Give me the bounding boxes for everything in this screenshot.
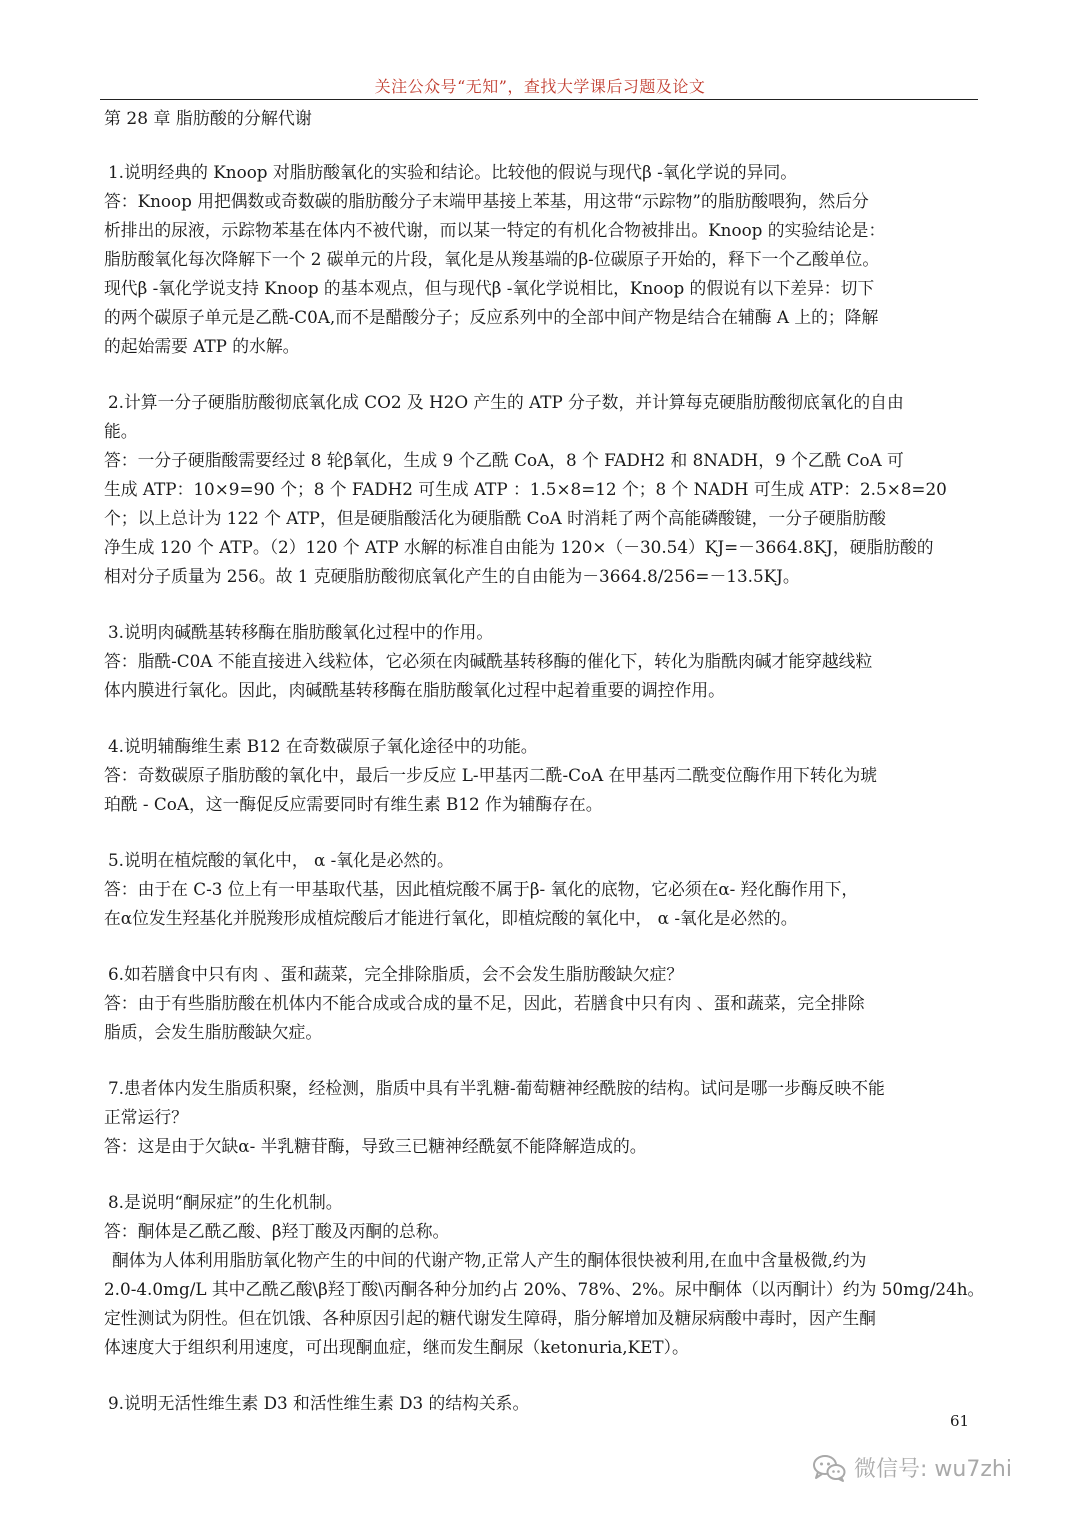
text-line: 答：由于在 C-3 位上有一甲基取代基，因此植烷酸不属于β- 氧化的底物，它必须在α- 羟化酶作用下，: [104, 879, 859, 899]
header-divider: [100, 99, 978, 100]
text-line: 1.说明经典的 Knoop 对脂肪酸氧化的实验和结论。比较他的假说与现代β -氧化学说的异同。: [108, 162, 798, 182]
text-line: 3.说明肉碱酰基转移酶在脂肪酸氧化过程中的作用。: [108, 622, 494, 642]
text-line: 脂质，会发生脂肪酸缺欠症。: [104, 1022, 323, 1042]
text-line: 答：一分子硬脂酸需要经过 8 轮β氧化，生成 9 个乙酰 CoA，8 个 FADH2 和 8NADH，9 个乙酰 CoA 可: [104, 450, 904, 470]
document-body: [104, 158, 985, 1445]
text-line: 6.如若膳食中只有肉 、蛋和蔬菜，完全排除脂质，会不会发生脂肪酸缺欠症？: [108, 964, 684, 984]
text-line: 酮体为人体利用脂肪氧化物产生的中间的代谢产物,正常人产生的酮体很快被利用,在血中含量极微,约为: [112, 1250, 867, 1270]
text-line: 珀酰 - CoA，这一酶促反应需要同时有维生素 B12 作为辅酶存在。: [104, 794, 603, 814]
question-block-3: [104, 618, 980, 705]
text-line: 能。: [104, 421, 138, 441]
text-line: 相对分子质量为 256。故 1 克硬脂肪酸彻底氧化产生的自由能为－3664.8/256=－13.5KJ。: [104, 566, 800, 586]
text-line: 答：这是由于欠缺α- 半乳糖苷酶，导致三已糖神经酰氨不能降解造成的。: [104, 1136, 647, 1156]
text-line: 2.计算一分子硬脂肪酸彻底氧化成 CO2 及 H2O 产生的 ATP 分子数，并计算每克硬脂肪酸彻底氧化的自由: [108, 392, 904, 412]
text-line: 生成 ATP：10×9=90 个；8 个 FADH2 可生成 ATP ：1.5×8=12 个；8 个 NADH 可生成 ATP：2.5×8=20: [104, 479, 947, 499]
question-block-6: [104, 960, 980, 1047]
text-line: 个；以上总计为 122 个 ATP，但是硬脂酸活化为硬脂酰 CoA 时消耗了两个高能磷酸键，一分子硬脂肪酸: [104, 508, 886, 528]
text-line: 正常运行？: [104, 1107, 188, 1127]
text-line: 脂肪酸氧化每次降解下一个 2 碳单元的片段，氧化是从羧基端的β-位碳原子开始的，释下一个乙酸单位。: [104, 249, 880, 269]
question-block-2: [104, 388, 980, 591]
text-line: 9.说明无活性维生素 D3 和活性维生素 D3 的结构关系。: [108, 1393, 530, 1413]
page-number: 61: [950, 1412, 970, 1430]
text-line: 答：奇数碳原子脂肪酸的氧化中，最后一步反应 L-甲基丙二酰-CoA 在甲基丙二酰变位酶作用下转化为琥: [104, 765, 878, 785]
text-line: 在α位发生羟基化并脱羧形成植烷酸后才能进行氧化，即植烷酸的氧化中， α -氧化是必然的。: [104, 908, 798, 928]
text-line: 定性测试为阴性。但在饥饿、各种原因引起的糖代谢发生障碍，脂分解增加及糖尿病酸中毒时，因产生酮: [104, 1308, 876, 1328]
question-block-1: [104, 158, 980, 361]
text-line: 答：脂酰-C0A 不能直接进入线粒体，它必须在肉碱酰基转移酶的催化下，转化为脂酰肉碱才能穿越线粒: [104, 651, 873, 671]
header-note: 关注公众号“无知”，查找大学课后习题及论文: [374, 77, 706, 96]
wechat-watermark: [812, 1452, 1012, 1483]
text-line: 8.是说明“酮尿症”的生化机制。: [108, 1192, 343, 1212]
text-line: 净生成 120 个 ATP。（2）120 个 ATP 水解的标准自由能为 120×（－30.54）KJ=－3664.8KJ，硬脂肪酸的: [104, 537, 934, 557]
text-line: 7.患者体内发生脂质积聚，经检测，脂质中具有半乳糖-葡萄糖神经酰胺的结构。试问是哪一步酶反映不能: [108, 1078, 885, 1098]
text-line: 5.说明在植烷酸的氧化中， α -氧化是必然的。: [108, 850, 454, 870]
text-line: 现代β -氧化学说支持 Knoop 的基本观点，但与现代β -氧化学说相比，Knoop 的假说有以下差异：切下: [104, 278, 875, 298]
question-block-9: [104, 1389, 980, 1418]
question-block-8: [104, 1188, 985, 1362]
text-line: 析排出的尿液，示踪物苯基在体内不被代谢，而以某一特定的有机化合物被排出。Knoop 的实验结论是：: [104, 220, 886, 240]
text-line: 2.0-4.0mg/L 其中乙酰乙酸\β羟丁酸\丙酮各种分加约占 20%、78%、2%。尿中酮体（以丙酮计）约为 50mg/24h。: [104, 1279, 985, 1299]
watermark-text: 微信号: wu7zhi: [854, 1457, 1012, 1482]
text-line: 体内膜进行氧化。因此，肉碱酰基转移酶在脂肪酸氧化过程中起着重要的调控作用。: [104, 680, 725, 700]
question-block-4: [104, 732, 980, 819]
question-block-5: [104, 846, 980, 933]
text-line: 答：由于有些脂肪酸在机体内不能合成或合成的量不足，因此，若膳食中只有肉 、蛋和蔬菜，完全排除: [104, 993, 865, 1013]
chapter-title: 第 28 章 脂肪酸的分解代谢: [104, 109, 312, 129]
text-line: 答：Knoop 用把偶数或奇数碳的脂肪酸分子末端甲基接上苯基，用这带“示踪物”的脂肪酸喂狗，然后分: [104, 191, 869, 211]
text-line: 的两个碳原子单元是乙酰-C0A,而不是醋酸分子；反应系列中的全部中间产物是结合在辅酶 A 上的；降解: [104, 307, 879, 327]
text-line: 4.说明辅酶维生素 B12 在奇数碳原子氧化途径中的功能。: [108, 736, 538, 756]
text-line: 体速度大于组织利用速度，可出现酮血症，继而发生酮尿（ketonuria,KET）。: [104, 1337, 689, 1357]
text-line: 的起始需要 ATP 的水解。: [104, 336, 300, 356]
wechat-icon: [812, 1453, 846, 1483]
question-block-7: [104, 1074, 980, 1161]
text-line: 答：酮体是乙酰乙酸、β羟丁酸及丙酮的总称。: [104, 1221, 450, 1241]
